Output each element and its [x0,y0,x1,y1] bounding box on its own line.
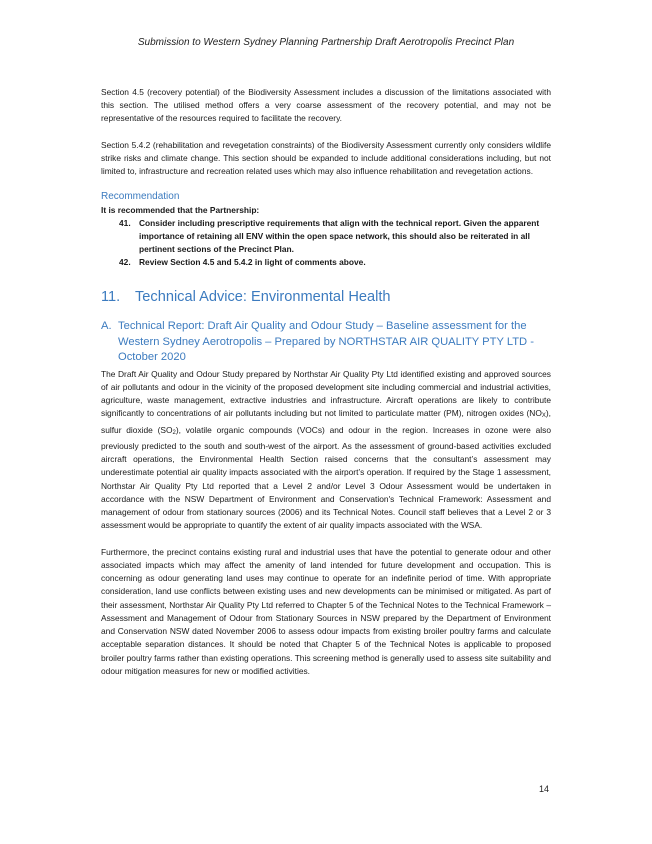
page-content [101,86,551,691]
subsection-title: Technical Report: Draft Air Quality and Odour Study – Baseline assessment for the Western Sydney Aerotropolis – Prepared by NORTHSTAR AIR QUALITY PTY LTD - October 2020 [118,320,534,364]
list-item [119,256,551,269]
section-title: Technical Advice: Environmental Health [135,289,391,306]
recommendation-list [101,217,551,269]
paragraph-recovery-potential: Section 4.5 (recovery potential) of the Biodiversity Assessment includes a discussion of the limitations associated with this section. The utilised method offers a very coarse assessment of the recovery potential, and may not be representative of the resources required to facilitate the recovery. [101,87,551,124]
list-item-text: Consider including prescriptive requirements that align with the technical report. Given the apparent importance of retaining all ENV within the open space network, this should also be reiterated in all pertinent sections of the Precinct Plan. [139,218,540,255]
list-item [119,217,551,256]
section-heading [101,289,551,305]
paragraph-odour-conflicts: Furthermore, the precinct contains existing rural and industrial uses that have the potential to generate odour and other associated impacts which may affect the amenity of land intended for future development and occupation. This is concerning as odour generating land uses may continue to operate for an indefinite period of time. With appropriate consideration, land use conflicts between existing uses and new developments can be minimised or mitigated. As part of their assessment, Northstar Air Quality Pty Ltd referred to Chapter 5 of the Technical Notes to the Technical Framework – Assessment and Management of Odour from Stationary Sources in NSW prepared by the Department of Environment and Conservation NSW dated November 2006 to assess odour impacts from existing broiler poultry farms and calculate acceptable separation distances. It should be noted that Chapter 5 of the Technical Notes is applicable to proposed broiler poultry farms rather than existing operations. This screening method is generally used to assess site suitability and odour mitigation measures for new or modified activities. [101,546,551,676]
subsection-heading [101,319,551,366]
list-item-number: 42. [119,257,131,268]
recommendation-intro: It is recommended that the Partnership: [101,205,260,216]
page-header: Submission to Western Sydney Planning Partnership Draft Aerotropolis Precinct Plan [137,37,515,48]
list-item-number: 41. [119,218,131,229]
page-number: 14 [539,784,550,794]
section-number: 11. [101,289,121,306]
list-item-text: Review Section 4.5 and 5.4.2 in light of comments above. [139,257,366,268]
recommendation-heading: Recommendation [101,191,180,203]
paragraph-air-quality: The Draft Air Quality and Odour Study prepared by Northstar Air Quality Pty Ltd identified existing and approved sources of air pollutants and odour in the vicinity of the proposed development site including commercial and industrial activities, agriculture, waste management, extractive industries and infrastructure. Aircraft operations are likely to contribute significantly to concentrations of air pollutants including but not limited to particulate matter (PM), nitrogen oxides $(NO_X)$, sulfur dioxide $(SO_2)$, volatile organic compounds (VOCs) and odour in the region. Increases in ozone were also previously predicted to the south and south-west of the airport. As the assessment of ground-based activities excluded aircraft operations, the Environmental Health Section raised concerns that the consultant’s assessment may underestimate potential air quality impacts associated with the airport’s operation. If required by the Stage 1 assessment, Northstar Air Quality Pty Ltd reported that a Level 2 and/or Level 3 Odour Assessment would be undertaken in accordance with the NSW Department of Environment and Conservation's Technical Framework: Assessment and management of odour from stationary sources (2006) and its Technical Notes. Council staff believes that a Level 2 or 3 assessment would be appropriate to quantify the extent of air quality impacts associated with the WSA. [101,368,551,531]
body-text [101,368,551,679]
paragraph-rehabilitation: Section 5.4.2 (rehabilitation and revegetation constraints) of the Biodiversity Assessment currently only considers wildlife strike risks and climate change. This section should be expanded to include additional considerations including, but not limited to, infrastructure and recreation related uses which may also influence rehabilitation and revegetation actions. [101,139,551,177]
subsection-number: A. [101,320,112,333]
